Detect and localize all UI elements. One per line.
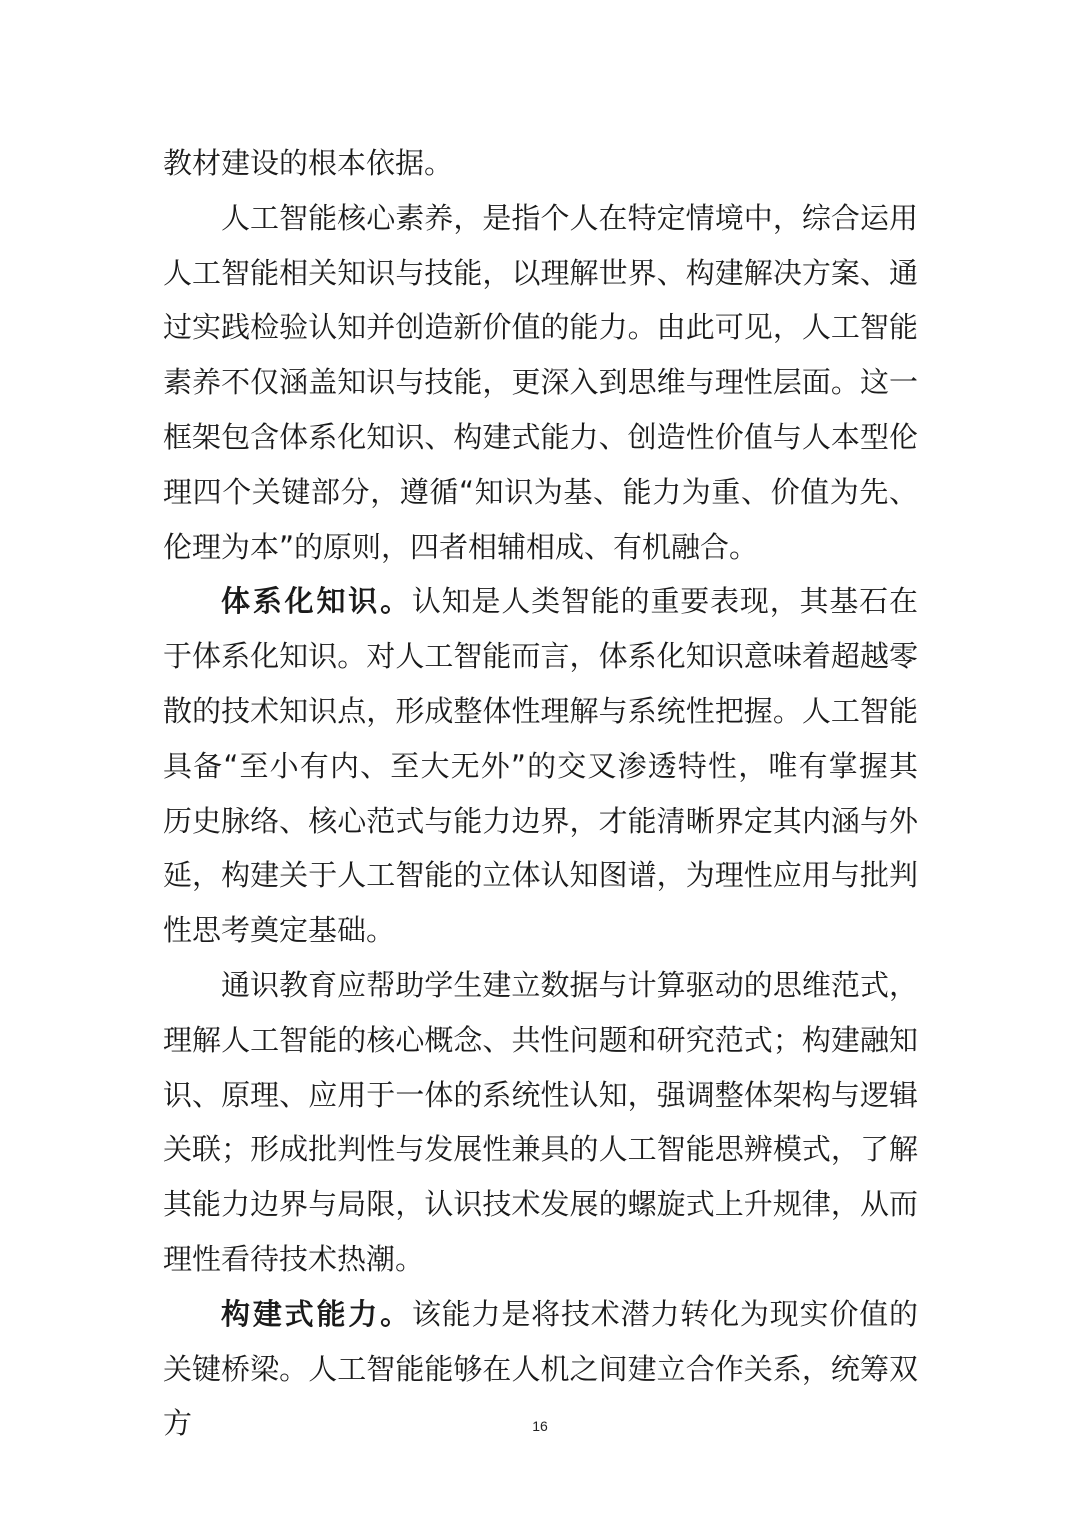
page-number: 16 [532, 1418, 548, 1434]
paragraph-4-text: 通识教育应帮助学生建立数据与计算驱动的思维范式，理解人工智能的核心概念、共性问题和研究范式；构建融知识、原理、应用于一体的系统性认知，强调整体架构与逻辑关联；形成批判性与发展性兼具的人工智能思辨模式，了解其能力边界与局限，认识技术发展的螺旋式上升规律，从而理性看待技术热潮。 [163, 967, 918, 1276]
paragraph-3 [163, 574, 918, 958]
paragraph-1-text: 教材建设的根本依据。 [163, 146, 454, 180]
paragraph-5-text: 该能力是将技术潜力转化为现实价值的关键桥梁。人工智能能够在人机之间建立合作关系，统筹双方 [163, 1296, 918, 1441]
paragraph-3-term: 体系化知识。 [221, 584, 412, 619]
paragraph-5-term: 构建式能力。 [221, 1296, 412, 1331]
paragraph-3-text: 认知是人类智能的重要表现，其基石在于体系化知识。对人工智能而言，体系化知识意味着超越零散的技术知识点，形成整体性理解与系统性把握。人工智能具备“至小有内、至大无外”的交叉渗透特性，唯有掌握其历史脉络、核心范式与能力边界，才能清晰界定其内涵与外延，构建关于人工智能的立体认知图谱，为理性应用与批判性思考奠定基础。 [163, 584, 918, 948]
paragraph-2 [163, 191, 918, 575]
paragraph-1 [163, 136, 918, 191]
body-text [163, 136, 918, 1451]
paragraph-4 [163, 958, 918, 1287]
paragraph-2-text: 人工智能核心素养，是指个人在特定情境中，综合运用人工智能相关知识与技能，以理解世界、构建解决方案、通过实践检验认知并创造新价值的能力。由此可见，人工智能素养不仅涵盖知识与技能，更深入到思维与理性层面。这一框架包含体系化知识、构建式能力、创造性价值与人本型伦理四个关键部分，遵循“知识为基、能力为重、价值为先、伦理为本”的原则，四者相辅相成、有机融合。 [163, 200, 918, 564]
